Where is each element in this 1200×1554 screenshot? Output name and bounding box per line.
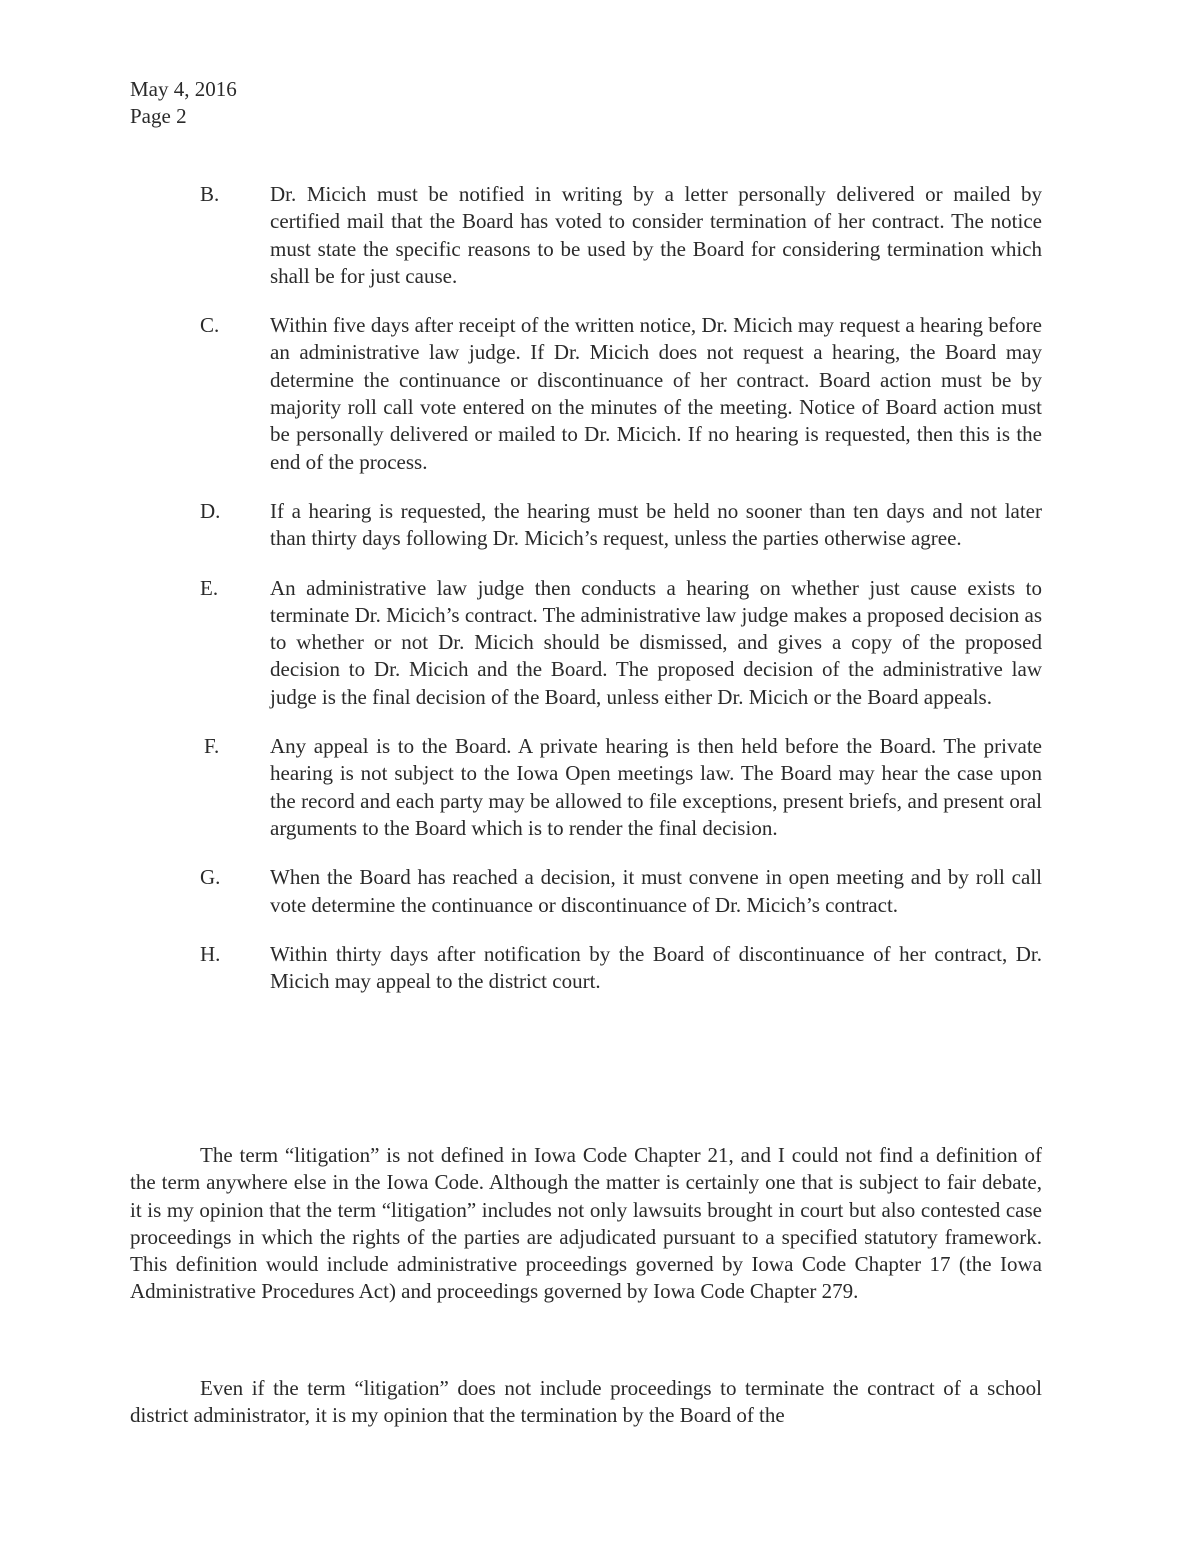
list-item xyxy=(200,733,1042,842)
list-item xyxy=(200,575,1042,711)
body-paragraph: Even if the term “litigation” does not include proceedings to terminate the contract of a school district administrator, it is my opinion that the termination by the Board of the xyxy=(130,1376,1042,1428)
list-item-text: Within thirty days after notification by the Board of discontinuance of her contract, Dr. Micich may appeal to the district court. xyxy=(270,941,1042,994)
list-item xyxy=(200,498,1042,553)
list-item xyxy=(200,941,1042,996)
list-item-letter: F. xyxy=(204,734,220,759)
list-item-text: Any appeal is to the Board. A private hearing is then held before the Board. The private hearing is not subject to the Iowa Open meetings law. The Board may hear the case upon the record and each party may be allowed to file exceptions, present briefs, and present oral arguments to the Board which is to render the final decision. xyxy=(270,734,1042,840)
list-item-text: An administrative law judge then conducts a hearing on whether just cause exists to terminate Dr. Micich’s contract. The administrative law judge makes a proposed decision as to whether or not Dr. Micich should be dismissed, and gives a copy of the proposed decision to Dr. Micich and the Board. The proposed decision of the administrative law judge is the final decision of the Board, unless either Dr. Micich or the Board appeals. xyxy=(270,575,1042,709)
procedure-list xyxy=(200,181,1042,995)
list-item-letter: B. xyxy=(200,182,220,206)
list-item xyxy=(200,864,1042,919)
page-number: Page 2 xyxy=(130,104,187,128)
list-item-text: Within five days after receipt of the written notice, Dr. Micich may request a hearing before an administrative law judge. If Dr. Micich does not request a hearing, the Board may determine the continuance or discontinuance of her contract. Board action must be by majority roll call vote entered on the minutes of the meeting. Notice of Board action must be personally delivered or mailed to Dr. Micich. If no hearing is requested, then this is the end of the process. xyxy=(270,313,1042,474)
list-item-letter: H. xyxy=(200,941,221,966)
list-item-letter: G. xyxy=(200,865,221,890)
list-item-letter: C. xyxy=(200,313,220,338)
list-item-letter: D. xyxy=(200,498,221,523)
list-item-text: When the Board has reached a decision, it must convene in open meeting and by roll call vote determine the continuance or discontinuance of Dr. Micich’s contract. xyxy=(270,865,1042,917)
letter-date: May 4, 2016 xyxy=(130,77,237,101)
body-paragraph: The term “litigation” is not defined in Iowa Code Chapter 21, and I could not find a definition of the term anywhere else in the Iowa Code. Although the matter is certainly one that is subject to fair debate, it is my opinion that the term “litigation” includes not only lawsuits brought in court but also contested case proceedings in which the rights of the parties are adjudicated pursuant to a specified statutory framework. This definition would include administrative proceedings governed by Iowa Code Chapter 17 (the Iowa Administrative Procedures Act) and proceedings governed by Iowa Code Chapter 279. xyxy=(130,1143,1042,1304)
page-header xyxy=(130,76,237,130)
list-item xyxy=(200,312,1042,476)
list-item xyxy=(200,181,1042,290)
list-item-letter: E. xyxy=(200,575,219,600)
list-item-text: If a hearing is requested, the hearing must be held no sooner than ten days and not later than thirty days following Dr. Micich’s request, unless the parties otherwise agree. xyxy=(270,498,1042,551)
list-item-text: Dr. Micich must be notified in writing by a letter personally delivered or mailed by certified mail that the Board has voted to consider termination of her contract. The notice must state the specific reasons to be used by the Board for considering termination which shall be for just cause. xyxy=(270,182,1042,288)
